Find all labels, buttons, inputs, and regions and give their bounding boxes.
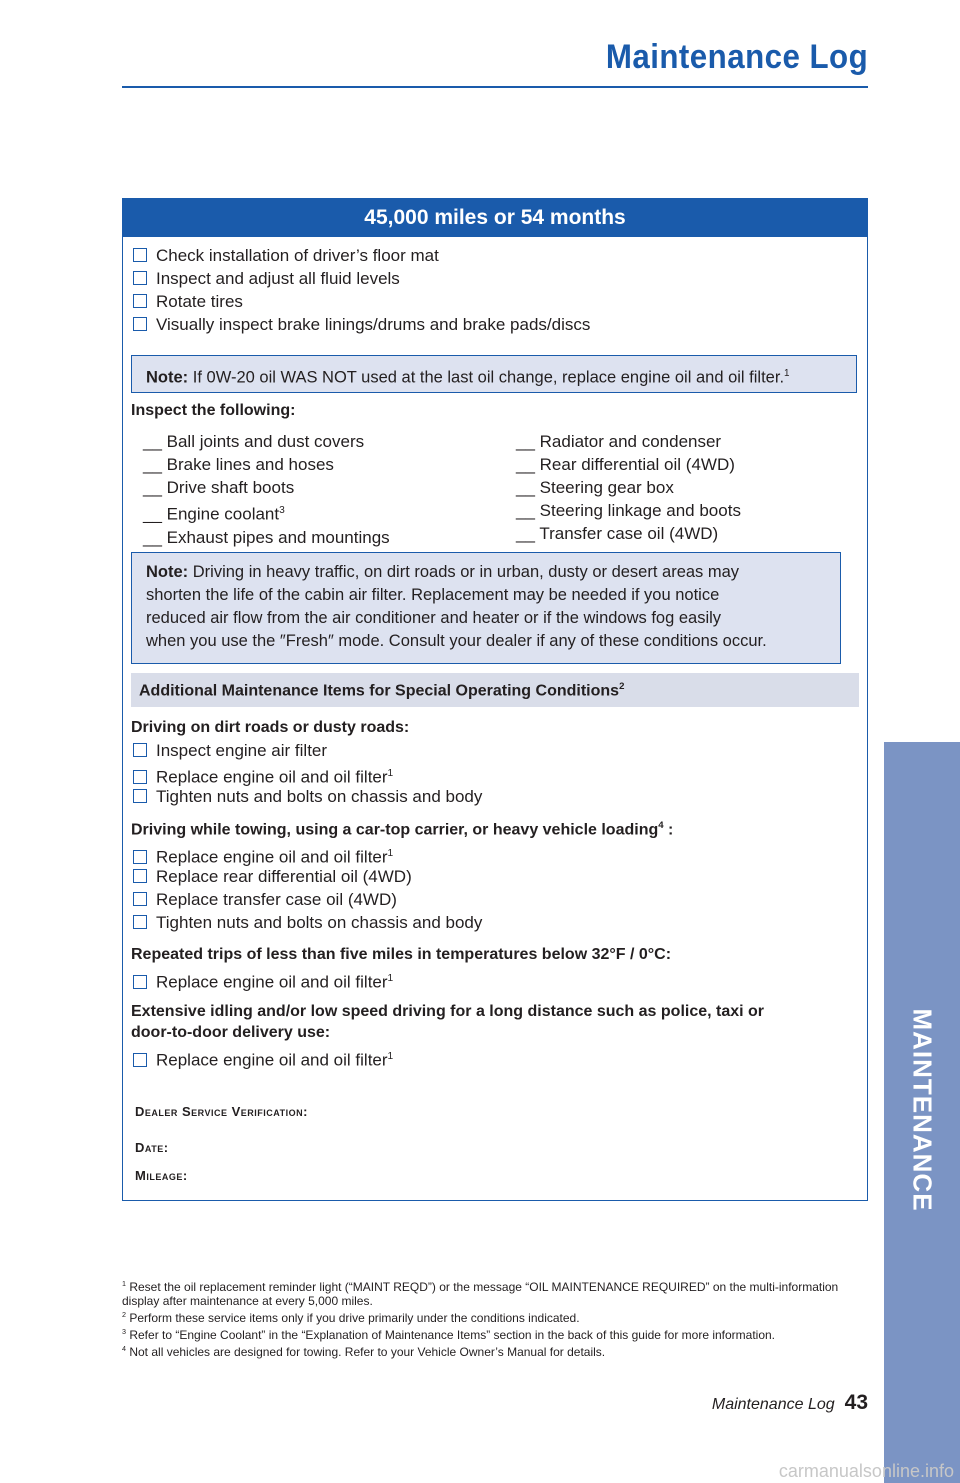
maintenance-box bbox=[122, 198, 868, 1201]
idling-heading-cont: door-to-door delivery use: bbox=[131, 1024, 331, 1041]
check-item: Check installation of driver’s floor mat bbox=[133, 244, 439, 267]
check-item: Replace rear differential oil (4WD) bbox=[133, 865, 412, 888]
check-item: Tighten nuts and bolts on chassis and body bbox=[133, 785, 482, 808]
checkbox[interactable] bbox=[133, 1053, 147, 1067]
inspect-left-list: __ Ball joints and dust covers __ Brake lines and hoses __ Drive shaft boots __ Engine coolant$^3$ __ Exhaust pipes and mountings bbox=[143, 432, 390, 547]
cold-heading: Repeated trips of less than five miles in temperatures below 32°F / 0°C: bbox=[131, 946, 672, 963]
checkbox[interactable] bbox=[133, 248, 147, 262]
checkbox[interactable] bbox=[133, 294, 147, 308]
note-cabin-filter: Note: Driving in heavy traffic, on dirt roads or in urban, dusty or desert areas may shorten the life of the cabin air filter. Replacement may be needed if you notice reduced air flow from the air conditioner and heater or if the windows fog easily when you use the ″Fresh″ mode. Consult your dealer if any of these conditions occur. bbox=[131, 552, 841, 664]
side-tab-label: MAINTENANCE bbox=[907, 1008, 938, 1212]
box-header: 45,000 miles or 54 months bbox=[123, 199, 867, 237]
dealer-mileage: Mileage: bbox=[135, 1168, 188, 1183]
check-item: Replace engine oil and oil filter$^1$ bbox=[133, 967, 393, 994]
check-item: Inspect engine air filter bbox=[133, 739, 327, 762]
dealer-verification: Dealer Service Verification: bbox=[135, 1104, 308, 1119]
page-number: 43 bbox=[844, 1391, 868, 1414]
checkbox[interactable] bbox=[133, 271, 147, 285]
page-title: Maintenance Log bbox=[605, 38, 868, 76]
check-item: Rotate tires bbox=[133, 290, 243, 313]
check-item: Replace transfer case oil (4WD) bbox=[133, 888, 397, 911]
check-item: Replace engine oil and oil filter$^1$ bbox=[133, 762, 393, 789]
inspect-right-list: __ Radiator and condenser __ Rear differential oil (4WD) __ Steering gear box __ Steering linkage and boots __ Transfer case oil (4WD) bbox=[516, 432, 741, 543]
checkbox[interactable] bbox=[133, 892, 147, 906]
check-item: Tighten nuts and bolts on chassis and body bbox=[133, 911, 482, 934]
checkbox[interactable] bbox=[133, 770, 147, 784]
checkbox[interactable] bbox=[133, 743, 147, 757]
watermark: carmanualsonline.info bbox=[778, 1461, 954, 1481]
idling-heading: Extensive idling and/or low speed driving for a long distance such as police, taxi or bbox=[131, 1003, 765, 1020]
dealer-date: Date: bbox=[135, 1140, 169, 1155]
footnote: $^4$ Not all vehicles are designed for towing. Refer to your Vehicle Owner’s Manual for details. bbox=[122, 1344, 606, 1359]
check-item: Inspect and adjust all fluid levels bbox=[133, 267, 400, 290]
title-rule bbox=[122, 86, 868, 88]
checkbox[interactable] bbox=[133, 317, 147, 331]
checkbox[interactable] bbox=[133, 915, 147, 929]
check-item: Replace engine oil and oil filter$^1$ bbox=[133, 1045, 393, 1072]
dirt-heading: Driving on dirt roads or dusty roads: bbox=[131, 719, 410, 736]
check-item: Visually inspect brake linings/drums and brake pads/discs bbox=[133, 313, 590, 336]
footnote: $^2$ Perform these service items only if you drive primarily under the conditions indicated. bbox=[122, 1310, 580, 1325]
checkbox[interactable] bbox=[133, 789, 147, 803]
additional-heading: Additional Maintenance Items for Special Operating Conditions$^2$ bbox=[139, 681, 625, 700]
footnote: $^1$ Reset the oil replacement reminder light (“MAINT REQD”) or the message “OIL MAINTENANCE REQUIRED” on the multi-information display after maintenance at every 5,000 miles. bbox=[122, 1279, 839, 1308]
towing-heading: Driving while towing, using a car-top carrier, or heavy vehicle loading$^4$ : bbox=[131, 820, 674, 839]
inspect-heading: Inspect the following: bbox=[131, 402, 296, 419]
checkbox[interactable] bbox=[133, 850, 147, 864]
checkbox[interactable] bbox=[133, 975, 147, 989]
page-footer: Maintenance Log 43 bbox=[711, 1391, 868, 1414]
footnotes bbox=[122, 1277, 868, 1359]
checkbox[interactable] bbox=[133, 869, 147, 883]
check-item: Replace engine oil and oil filter$^1$ bbox=[133, 842, 393, 869]
note-oil: Note: If 0W-20 oil WAS NOT used at the last oil change, replace engine oil and oil filter.$^1$ bbox=[131, 355, 857, 393]
footnote: $^3$ Refer to “Engine Coolant” in the “Explanation of Maintenance Items” section in the back of this guide for more information. bbox=[122, 1327, 776, 1342]
